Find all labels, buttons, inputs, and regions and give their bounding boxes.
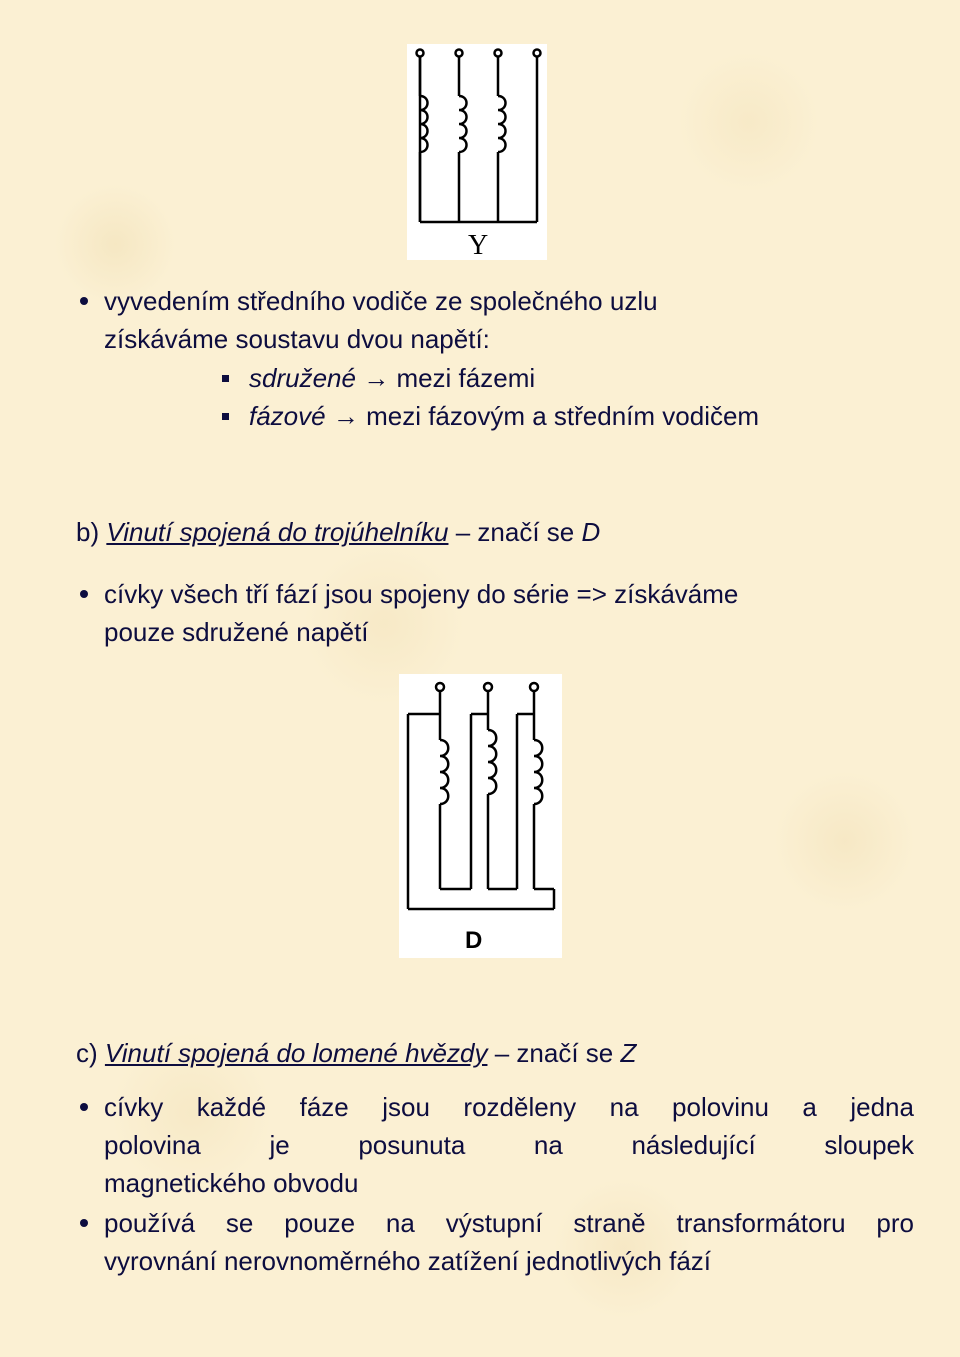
section-b-suffix: značí se xyxy=(477,517,575,547)
section-b-prefix: b) xyxy=(76,517,100,547)
square-bullet-icon xyxy=(222,375,229,382)
section-c-prefix: c) xyxy=(76,1038,98,1068)
word: následující xyxy=(631,1130,756,1160)
zigzag-text-line1 xyxy=(104,1088,914,1126)
delta-connection-diagram xyxy=(399,674,562,958)
justified-line xyxy=(104,1126,914,1164)
star-neutral-text-line1: vyvedením středního vodiče ze společného uzlu xyxy=(104,286,658,316)
phase-voltage-term: fázové xyxy=(249,401,326,431)
justified-line xyxy=(104,1088,914,1126)
line-voltage-item xyxy=(249,359,535,397)
section-c-title: Vinutí spojená do lomené hvězdy xyxy=(104,1038,488,1068)
bullet-icon xyxy=(80,1103,88,1111)
word: každé xyxy=(196,1092,267,1122)
square-bullet-icon xyxy=(222,413,229,420)
word: jedna xyxy=(850,1092,914,1122)
word: polovinu xyxy=(672,1092,769,1122)
delta-text-line1: cívky všech tří fází jsou spojeny do série => získáváme xyxy=(104,579,739,609)
word: na xyxy=(533,1130,563,1160)
word: cívky xyxy=(104,1092,164,1122)
word: je xyxy=(269,1130,290,1160)
zigzag-text-line3: magnetického obvodu xyxy=(104,1168,359,1198)
word: jsou xyxy=(382,1092,430,1122)
star-symbol-label: Y xyxy=(468,230,489,260)
section-b-heading xyxy=(76,513,600,551)
zigzag-usage-line2: vyrovnání nerovnoměrného zatížení jednotlivých fází xyxy=(104,1246,712,1276)
word: pouze xyxy=(284,1208,356,1238)
section-b-title: Vinutí spojená do trojúhelníku xyxy=(106,517,449,547)
word: rozděleny xyxy=(463,1092,577,1122)
line-voltage-term: sdružené xyxy=(249,363,356,393)
phase-voltage-item xyxy=(249,397,759,435)
word: výstupní xyxy=(445,1208,543,1238)
delta-text-line2: pouze sdružené napětí xyxy=(104,617,369,647)
arrow-icon: → xyxy=(363,363,390,393)
word: transformátoru xyxy=(676,1208,846,1238)
phase-voltage-desc: mezi fázovým a středním vodičem xyxy=(366,401,760,431)
section-b-dash: – xyxy=(455,517,471,547)
zigzag-usage-line1 xyxy=(104,1204,914,1242)
word: používá xyxy=(104,1208,196,1238)
word: posunuta xyxy=(358,1130,466,1160)
line-voltage-desc: mezi fázemi xyxy=(396,363,536,393)
word: straně xyxy=(573,1208,646,1238)
delta-symbol-label: D xyxy=(465,927,483,954)
section-c-dash: – xyxy=(494,1038,510,1068)
word: fáze xyxy=(299,1092,349,1122)
word: na xyxy=(609,1092,639,1122)
bullet-icon xyxy=(80,297,88,305)
section-b-symbol: D xyxy=(581,517,601,547)
section-c-heading xyxy=(76,1034,636,1072)
word: a xyxy=(802,1092,817,1122)
arrow-icon: → xyxy=(332,401,359,431)
bullet-icon xyxy=(80,1219,88,1227)
star-connection-diagram xyxy=(407,44,547,260)
section-c-symbol: Z xyxy=(620,1038,637,1068)
justified-line xyxy=(104,1204,914,1242)
word: polovina xyxy=(104,1130,201,1160)
word: pro xyxy=(876,1208,914,1238)
word: sloupek xyxy=(824,1130,914,1160)
word: se xyxy=(225,1208,254,1238)
bullet-icon xyxy=(80,590,88,598)
section-c-suffix: značí se xyxy=(516,1038,614,1068)
star-neutral-text-line2: získáváme soustavu dvou napětí: xyxy=(104,324,490,354)
word: na xyxy=(385,1208,415,1238)
zigzag-text-line2 xyxy=(104,1126,914,1164)
